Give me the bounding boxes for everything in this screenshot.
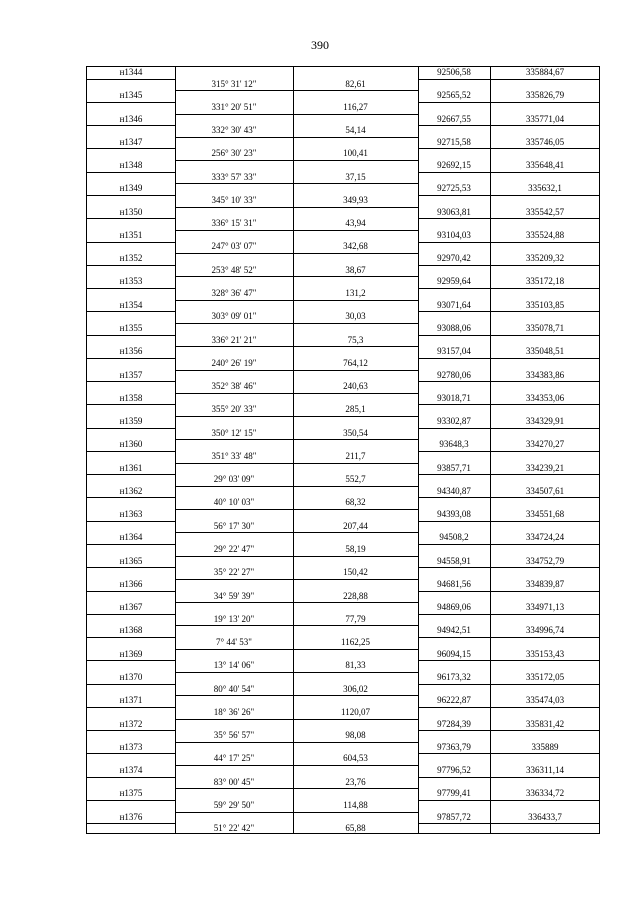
distance-cell: 552,7	[345, 474, 366, 485]
direction-angle-cell: 331° 20' 51"	[211, 101, 257, 112]
point-name-cell: н1365	[119, 555, 143, 566]
x-coordinate-cell: 96094,15	[437, 648, 471, 659]
distance-cell: 43,94	[345, 218, 366, 229]
x-coordinate-cell: 92506,58	[437, 67, 471, 77]
direction-angle-cell: 35° 56' 57"	[213, 730, 255, 741]
point-name-cell: н1346	[119, 113, 143, 124]
distance-cell: 604,53	[343, 753, 368, 764]
x-coordinate-cell: 93104,03	[437, 229, 471, 240]
row-divider	[87, 637, 175, 638]
y-coordinate-cell: 335103,85	[525, 299, 565, 310]
direction-angle-cell: 355° 20' 33"	[211, 404, 257, 415]
y-coordinate-cell: 334971,13	[525, 602, 565, 613]
direction-angle-cell: 352° 38' 46"	[211, 381, 257, 392]
row-divider	[418, 707, 599, 708]
direction-angle-cell: 256° 30' 23"	[211, 148, 257, 159]
row-divider	[87, 497, 175, 498]
row-divider	[87, 242, 175, 243]
point-name-cell: н1359	[119, 416, 143, 427]
x-coordinate-cell: 94508,2	[439, 532, 469, 543]
x-coordinate-cell: 93018,71	[437, 392, 471, 403]
x-coordinate-cell: 92715,58	[437, 136, 471, 147]
x-coordinate-cell: 97799,41	[437, 788, 471, 799]
row-divider	[87, 335, 175, 336]
y-coordinate-cell: 334996,74	[525, 625, 565, 636]
x-coordinate-cell: 92692,15	[437, 160, 471, 171]
row-divider	[87, 521, 175, 522]
point-name-cell: н1368	[119, 625, 143, 636]
distance-cell: 98,08	[345, 730, 366, 741]
row-divider	[87, 451, 175, 452]
point-name-cell: н1361	[119, 462, 143, 473]
row-divider	[418, 521, 599, 522]
distance-cell: 77,79	[345, 613, 366, 624]
x-coordinate-cell: 93857,71	[437, 462, 471, 473]
row-divider	[418, 381, 599, 382]
row-divider	[418, 311, 599, 312]
y-coordinate-cell: 335078,71	[525, 322, 565, 333]
row-divider	[418, 218, 599, 219]
row-divider	[87, 660, 175, 661]
x-coordinate-cell: 93071,64	[437, 299, 471, 310]
point-name-cell: н1372	[119, 718, 143, 729]
direction-angle-cell: 336° 21' 21"	[211, 334, 257, 345]
distance-cell: 65,88	[345, 823, 366, 834]
direction-angle-cell: 303° 09' 01"	[211, 311, 257, 322]
row-divider	[418, 125, 599, 126]
x-coordinate-cell: 94681,56	[437, 578, 471, 589]
row-divider	[418, 451, 599, 452]
direction-angle-cell: 253° 48' 52"	[211, 264, 257, 275]
point-name-cell: н1366	[119, 578, 143, 589]
direction-angle-cell: 247° 03' 07"	[211, 241, 257, 252]
row-divider	[87, 777, 175, 778]
point-name-cell: н1344	[119, 67, 143, 77]
row-divider	[418, 544, 599, 545]
row-divider	[418, 358, 599, 359]
distance-cell: 150,42	[343, 567, 368, 578]
x-coordinate-cell: 94393,08	[437, 509, 471, 520]
direction-angle-cell: 35° 22' 27"	[213, 567, 255, 578]
row-divider	[87, 753, 175, 754]
coordinates-table	[86, 66, 600, 834]
distance-cell: 306,02	[343, 683, 368, 694]
point-name-cell: н1347	[119, 136, 143, 147]
row-divider	[87, 567, 175, 568]
y-coordinate-cell: 336433,7	[528, 811, 562, 822]
y-coordinate-cell: 335884,67	[525, 67, 565, 77]
y-coordinate-cell: 335172,05	[525, 672, 565, 683]
x-coordinate-cell: 92667,55	[437, 113, 471, 124]
distance-cell: 38,67	[345, 264, 366, 275]
row-divider	[418, 404, 599, 405]
x-coordinate-cell: 94869,06	[437, 602, 471, 613]
distance-cell: 207,44	[343, 520, 368, 531]
x-coordinate-cell: 97363,79	[437, 741, 471, 752]
row-divider	[418, 288, 599, 289]
row-divider	[87, 614, 175, 615]
point-name-cell: н1374	[119, 765, 143, 776]
row-divider	[418, 614, 599, 615]
row-divider	[418, 195, 599, 196]
distance-cell: 82,61	[345, 78, 366, 89]
row-divider	[87, 730, 175, 731]
distance-cell: 131,2	[345, 288, 366, 299]
row-divider	[418, 591, 599, 592]
point-name-cell: н1358	[119, 392, 143, 403]
row-divider	[87, 288, 175, 289]
x-coordinate-cell: 94558,91	[437, 555, 471, 566]
point-name-cell: н1373	[119, 741, 143, 752]
row-divider	[418, 148, 599, 149]
row-divider	[418, 730, 599, 731]
x-coordinate-cell: 94340,87	[437, 485, 471, 496]
row-divider	[87, 428, 175, 429]
y-coordinate-cell: 335831,42	[525, 718, 565, 729]
row-divider	[87, 404, 175, 405]
point-name-cell: н1357	[119, 369, 143, 380]
x-coordinate-cell: 94942,51	[437, 625, 471, 636]
direction-angle-cell: 328° 36' 47"	[211, 288, 257, 299]
point-name-cell: н1354	[119, 299, 143, 310]
row-divider	[87, 102, 175, 103]
row-divider	[418, 79, 599, 80]
row-divider	[87, 474, 175, 475]
distance-cell: 54,14	[345, 125, 366, 136]
direction-angle-cell: 19° 13' 20"	[213, 613, 255, 624]
point-name-cell: н1349	[119, 183, 143, 194]
y-coordinate-cell: 334270,27	[525, 439, 565, 450]
x-coordinate-cell: 93063,81	[437, 206, 471, 217]
y-coordinate-cell: 335048,51	[525, 346, 565, 357]
distance-cell: 240,63	[343, 381, 368, 392]
direction-angle-cell: 7° 44' 53"	[216, 637, 252, 648]
distance-cell: 37,15	[345, 171, 366, 182]
distance-cell: 81,33	[345, 660, 366, 671]
row-divider	[418, 497, 599, 498]
row-divider	[87, 800, 175, 801]
point-name-cell: н1351	[119, 229, 143, 240]
y-coordinate-cell: 335889	[531, 741, 559, 752]
point-name-cell: н1364	[119, 532, 143, 543]
direction-angle-cell: 13° 14' 06"	[213, 660, 255, 671]
y-coordinate-cell: 334551,68	[525, 509, 565, 520]
point-name-cell: н1348	[119, 160, 143, 171]
row-divider	[418, 335, 599, 336]
distance-cell: 68,32	[345, 497, 366, 508]
y-coordinate-cell: 335771,04	[525, 113, 565, 124]
distance-cell: 116,27	[343, 101, 368, 112]
row-divider	[87, 218, 175, 219]
row-divider	[87, 172, 175, 173]
row-divider	[418, 242, 599, 243]
y-coordinate-cell: 335746,05	[525, 136, 565, 147]
distance-cell: 114,88	[343, 799, 368, 810]
y-coordinate-cell: 335826,79	[525, 90, 565, 101]
direction-angle-cell: 29° 03' 09"	[213, 474, 255, 485]
direction-angle-cell: 40° 10' 03"	[213, 497, 255, 508]
x-coordinate-cell: 93302,87	[437, 416, 471, 427]
row-divider	[87, 591, 175, 592]
x-coordinate-cell: 92959,64	[437, 276, 471, 287]
y-coordinate-cell: 334329,91	[525, 416, 565, 427]
y-coordinate-cell: 334724,24	[525, 532, 565, 543]
row-divider	[418, 823, 599, 824]
row-divider	[87, 125, 175, 126]
direction-angle-cell: 240° 26' 19"	[211, 357, 257, 368]
direction-angle-cell: 350° 12' 15"	[211, 427, 257, 438]
direction-angle-cell: 51° 22' 42"	[213, 823, 255, 834]
direction-angle-cell: 34° 59' 39"	[213, 590, 255, 601]
row-divider	[87, 707, 175, 708]
row-divider	[418, 753, 599, 754]
distance-cell: 30,03	[345, 311, 366, 322]
y-coordinate-cell: 334353,06	[525, 392, 565, 403]
direction-angle-cell: 332° 30' 43"	[211, 125, 257, 136]
row-divider	[87, 358, 175, 359]
direction-angle-cell: 59° 29' 50"	[213, 799, 255, 810]
point-name-cell: н1352	[119, 253, 143, 264]
direction-angle-cell: 80° 40' 54"	[213, 683, 255, 694]
point-name-cell: н1370	[119, 672, 143, 683]
row-divider	[87, 823, 175, 824]
row-divider	[87, 381, 175, 382]
direction-angle-cell: 351° 33' 48"	[211, 450, 257, 461]
row-divider	[418, 777, 599, 778]
x-coordinate-cell: 93088,06	[437, 322, 471, 333]
point-name-cell: н1362	[119, 485, 143, 496]
distance-cell: 58,19	[345, 543, 366, 554]
row-divider	[418, 428, 599, 429]
row-divider	[418, 684, 599, 685]
x-coordinate-cell: 92725,53	[437, 183, 471, 194]
y-coordinate-cell: 335153,43	[525, 648, 565, 659]
distance-cell: 350,54	[343, 427, 368, 438]
x-coordinate-cell: 96173,32	[437, 672, 471, 683]
distance-cell: 100,41	[343, 148, 368, 159]
x-coordinate-cell: 93648,3	[439, 439, 469, 450]
row-divider	[418, 800, 599, 801]
distance-cell: 349,93	[343, 194, 368, 205]
y-coordinate-cell: 336311,14	[526, 765, 564, 776]
x-coordinate-cell: 97796,52	[437, 765, 471, 776]
row-divider	[87, 148, 175, 149]
x-coordinate-cell: 93157,04	[437, 346, 471, 357]
direction-angle-cell: 29° 22' 47"	[213, 543, 255, 554]
row-divider	[87, 544, 175, 545]
row-divider	[87, 79, 175, 80]
y-coordinate-cell: 334839,87	[525, 578, 565, 589]
distance-cell: 1162,25	[341, 637, 370, 648]
direction-angle-cell: 56° 17' 30"	[213, 520, 255, 531]
direction-angle-cell: 18° 36' 26"	[213, 706, 255, 717]
point-name-cell: н1356	[119, 346, 143, 357]
row-divider	[87, 311, 175, 312]
page-number: 390	[311, 38, 329, 52]
distance-cell: 75,3	[347, 334, 364, 345]
y-coordinate-cell: 334752,79	[525, 555, 565, 566]
row-divider	[418, 265, 599, 266]
x-coordinate-cell: 92780,06	[437, 369, 471, 380]
point-name-cell: н1350	[119, 206, 143, 217]
x-coordinate-cell: 92565,52	[437, 90, 471, 101]
direction-angle-cell: 345° 10' 33"	[211, 194, 257, 205]
point-name-cell: н1360	[119, 439, 143, 450]
row-divider	[87, 684, 175, 685]
y-coordinate-cell: 336334,72	[525, 788, 565, 799]
direction-angle-cell: 83° 00' 45"	[213, 776, 255, 787]
distance-cell: 1120,07	[341, 706, 370, 717]
point-name-cell: н1355	[119, 322, 143, 333]
distance-cell: 23,76	[345, 776, 366, 787]
row-divider	[418, 567, 599, 568]
point-name-cell: н1376	[119, 811, 143, 822]
x-coordinate-cell: 92970,42	[437, 253, 471, 264]
point-name-cell: н1367	[119, 602, 143, 613]
y-coordinate-cell: 335474,03	[525, 695, 565, 706]
y-coordinate-cell: 334239,21	[525, 462, 565, 473]
row-divider	[418, 474, 599, 475]
distance-cell: 228,88	[343, 590, 368, 601]
point-name-cell: н1353	[119, 276, 143, 287]
y-coordinate-cell: 335542,57	[525, 206, 565, 217]
point-name-cell: н1375	[119, 788, 143, 799]
row-divider	[418, 172, 599, 173]
distance-cell: 285,1	[345, 404, 366, 415]
y-coordinate-cell: 335524,88	[525, 229, 565, 240]
row-divider	[87, 195, 175, 196]
direction-angle-cell: 336° 15' 31"	[211, 218, 257, 229]
y-coordinate-cell: 335648,41	[525, 160, 565, 171]
row-divider	[418, 660, 599, 661]
y-coordinate-cell: 335172,18	[525, 276, 565, 287]
point-name-cell: н1363	[119, 509, 143, 520]
point-name-cell: н1345	[119, 90, 143, 101]
x-coordinate-cell: 97284,39	[437, 718, 471, 729]
distance-cell: 342,68	[343, 241, 368, 252]
y-coordinate-cell: 334507,61	[525, 485, 565, 496]
x-coordinate-cell: 96222,87	[437, 695, 471, 706]
y-coordinate-cell: 334383,86	[525, 369, 565, 380]
direction-angle-cell: 44° 17' 25"	[213, 753, 255, 764]
x-coordinate-cell: 97857,72	[437, 811, 471, 822]
direction-angle-cell: 315° 31' 12"	[211, 78, 257, 89]
distance-cell: 764,12	[343, 357, 368, 368]
point-name-cell: н1369	[119, 648, 143, 659]
row-divider	[418, 102, 599, 103]
y-coordinate-cell: 335632,1	[528, 183, 562, 194]
row-divider	[418, 637, 599, 638]
point-name-cell: н1371	[119, 695, 143, 706]
distance-cell: 211,7	[345, 450, 366, 461]
direction-angle-cell: 333° 57' 33"	[211, 171, 257, 182]
y-coordinate-cell: 335209,32	[525, 253, 565, 264]
row-divider	[87, 265, 175, 266]
